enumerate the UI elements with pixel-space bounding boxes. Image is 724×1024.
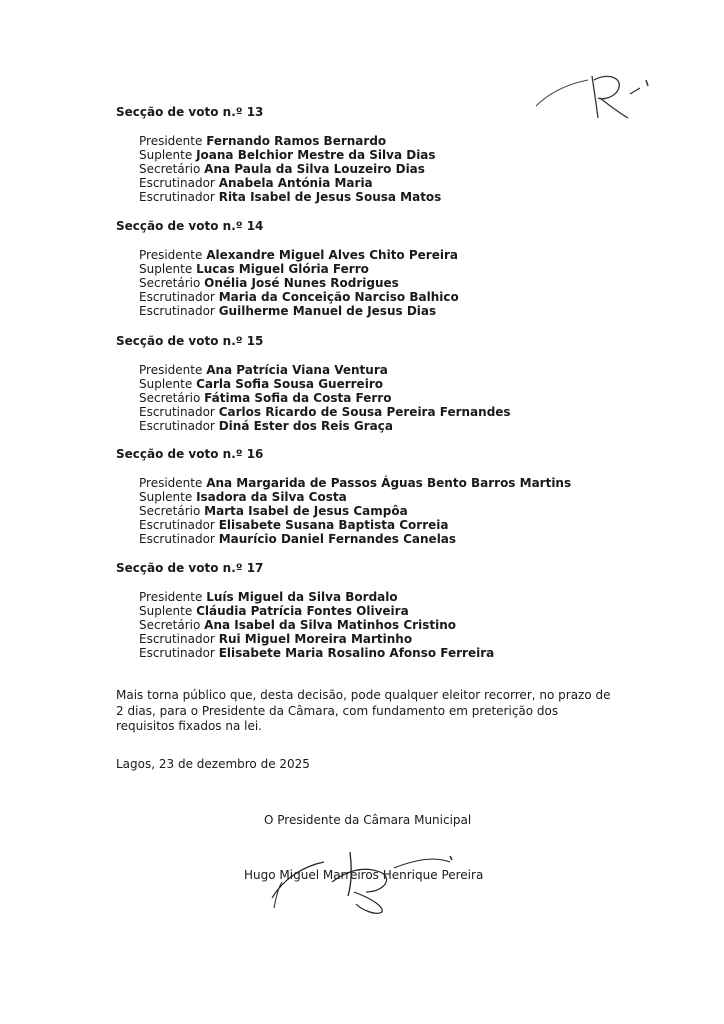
member-role: Secretário	[139, 504, 201, 518]
member-list	[116, 134, 676, 204]
member-name: Isadora da Silva Costa	[196, 490, 347, 504]
member-row	[139, 290, 676, 304]
member-role: Presidente	[139, 134, 203, 148]
member-name: Carla Sofia Sousa Guerreiro	[196, 377, 383, 391]
member-role: Escrutinador	[139, 290, 215, 304]
member-name: Elisabete Maria Rosalino Afonso Ferreira	[218, 646, 495, 660]
member-row	[139, 148, 676, 162]
member-row	[139, 377, 676, 391]
member-role: Escrutinador	[139, 646, 215, 660]
section-title: Secção de voto n.º 17	[116, 561, 264, 575]
member-role: Suplente	[139, 262, 193, 276]
member-row	[139, 590, 676, 604]
member-name: Diná Ester dos Reis Graça	[218, 419, 393, 433]
member-row	[139, 276, 676, 290]
member-role: Suplente	[139, 377, 193, 391]
member-role: Escrutinador	[139, 632, 215, 646]
member-name: Lucas Miguel Glória Ferro	[196, 262, 369, 276]
member-row	[139, 604, 676, 618]
member-row	[139, 190, 676, 204]
signatory-title: O Presidente da Câmara Municipal	[264, 813, 472, 827]
member-role: Presidente	[139, 590, 203, 604]
member-name: Luís Miguel da Silva Bordalo	[206, 590, 398, 604]
voting-section	[116, 446, 676, 546]
voting-section	[116, 104, 676, 204]
member-name: Ana Isabel da Silva Matinhos Cristino	[204, 618, 456, 632]
member-row	[139, 162, 676, 176]
member-name: Rita Isabel de Jesus Sousa Matos	[218, 190, 442, 204]
voting-section	[116, 560, 676, 660]
member-role: Suplente	[139, 148, 193, 162]
member-list	[116, 590, 676, 660]
member-name: Ana Patrícia Viana Ventura	[206, 363, 388, 377]
member-name: Fátima Sofia da Costa Ferro	[204, 391, 392, 405]
member-list	[116, 476, 676, 546]
member-name: Carlos Ricardo de Sousa Pereira Fernandes	[218, 405, 511, 419]
member-role: Escrutinador	[139, 419, 215, 433]
member-row	[139, 476, 676, 490]
member-row	[139, 391, 676, 405]
member-name: Alexandre Miguel Alves Chito Pereira	[206, 248, 458, 262]
signatory-name: Hugo Miguel Marreiros Henrique Pereira	[244, 868, 484, 882]
member-row	[139, 504, 676, 518]
member-name: Rui Miguel Moreira Martinho	[218, 632, 413, 646]
member-row	[139, 618, 676, 632]
member-row	[139, 518, 676, 532]
member-row	[139, 363, 676, 377]
member-name: Guilherme Manuel de Jesus Dias	[218, 304, 437, 318]
member-row	[139, 248, 676, 262]
member-name: Maria da Conceição Narciso Balhico	[218, 290, 459, 304]
member-role: Presidente	[139, 476, 203, 490]
member-role: Presidente	[139, 363, 203, 377]
member-role: Secretário	[139, 276, 201, 290]
section-title: Secção de voto n.º 16	[116, 447, 264, 461]
member-name: Anabela Antónia Maria	[218, 176, 373, 190]
member-role: Escrutinador	[139, 304, 215, 318]
member-name: Fernando Ramos Bernardo	[206, 134, 387, 148]
member-name: Marta Isabel de Jesus Campôa	[204, 504, 408, 518]
member-role: Secretário	[139, 162, 201, 176]
member-row	[139, 304, 676, 318]
member-row	[139, 632, 676, 646]
member-row	[139, 176, 676, 190]
section-title: Secção de voto n.º 13	[116, 105, 264, 119]
member-row	[139, 646, 676, 660]
member-role: Escrutinador	[139, 176, 215, 190]
member-row	[139, 405, 676, 419]
place-date: Lagos, 23 de dezembro de 2025	[116, 757, 310, 771]
handwritten-signature	[244, 848, 494, 918]
member-role: Suplente	[139, 490, 193, 504]
member-name: Maurício Daniel Fernandes Canelas	[218, 532, 457, 546]
voting-section	[116, 333, 676, 433]
member-role: Secretário	[139, 391, 201, 405]
member-name: Cláudia Patrícia Fontes Oliveira	[196, 604, 409, 618]
member-row	[139, 532, 676, 546]
member-role: Suplente	[139, 604, 193, 618]
member-name: Joana Belchior Mestre da Silva Dias	[196, 148, 436, 162]
notice-paragraph: Mais torna público que, desta decisão, pode qualquer eleitor recorrer, no prazo de 2 dias, para o Presidente da Câmara, com fundamento em preterição dos requisitos fixados na lei.	[116, 688, 611, 733]
member-list	[116, 248, 676, 318]
section-title: Secção de voto n.º 14	[116, 219, 264, 233]
member-role: Presidente	[139, 248, 203, 262]
section-title: Secção de voto n.º 15	[116, 334, 264, 348]
member-role: Escrutinador	[139, 532, 215, 546]
member-row	[139, 490, 676, 504]
member-name: Onélia José Nunes Rodrigues	[204, 276, 399, 290]
member-row	[139, 419, 676, 433]
member-role: Secretário	[139, 618, 201, 632]
member-role: Escrutinador	[139, 405, 215, 419]
voting-section	[116, 218, 676, 318]
member-name: Ana Paula da Silva Louzeiro Dias	[204, 162, 425, 176]
member-row	[139, 262, 676, 276]
member-row	[139, 134, 676, 148]
member-name: Ana Margarida de Passos Águas Bento Barros Martins	[206, 476, 572, 490]
member-role: Escrutinador	[139, 518, 215, 532]
member-list	[116, 363, 676, 433]
member-role: Escrutinador	[139, 190, 215, 204]
member-name: Elisabete Susana Baptista Correia	[218, 518, 449, 532]
